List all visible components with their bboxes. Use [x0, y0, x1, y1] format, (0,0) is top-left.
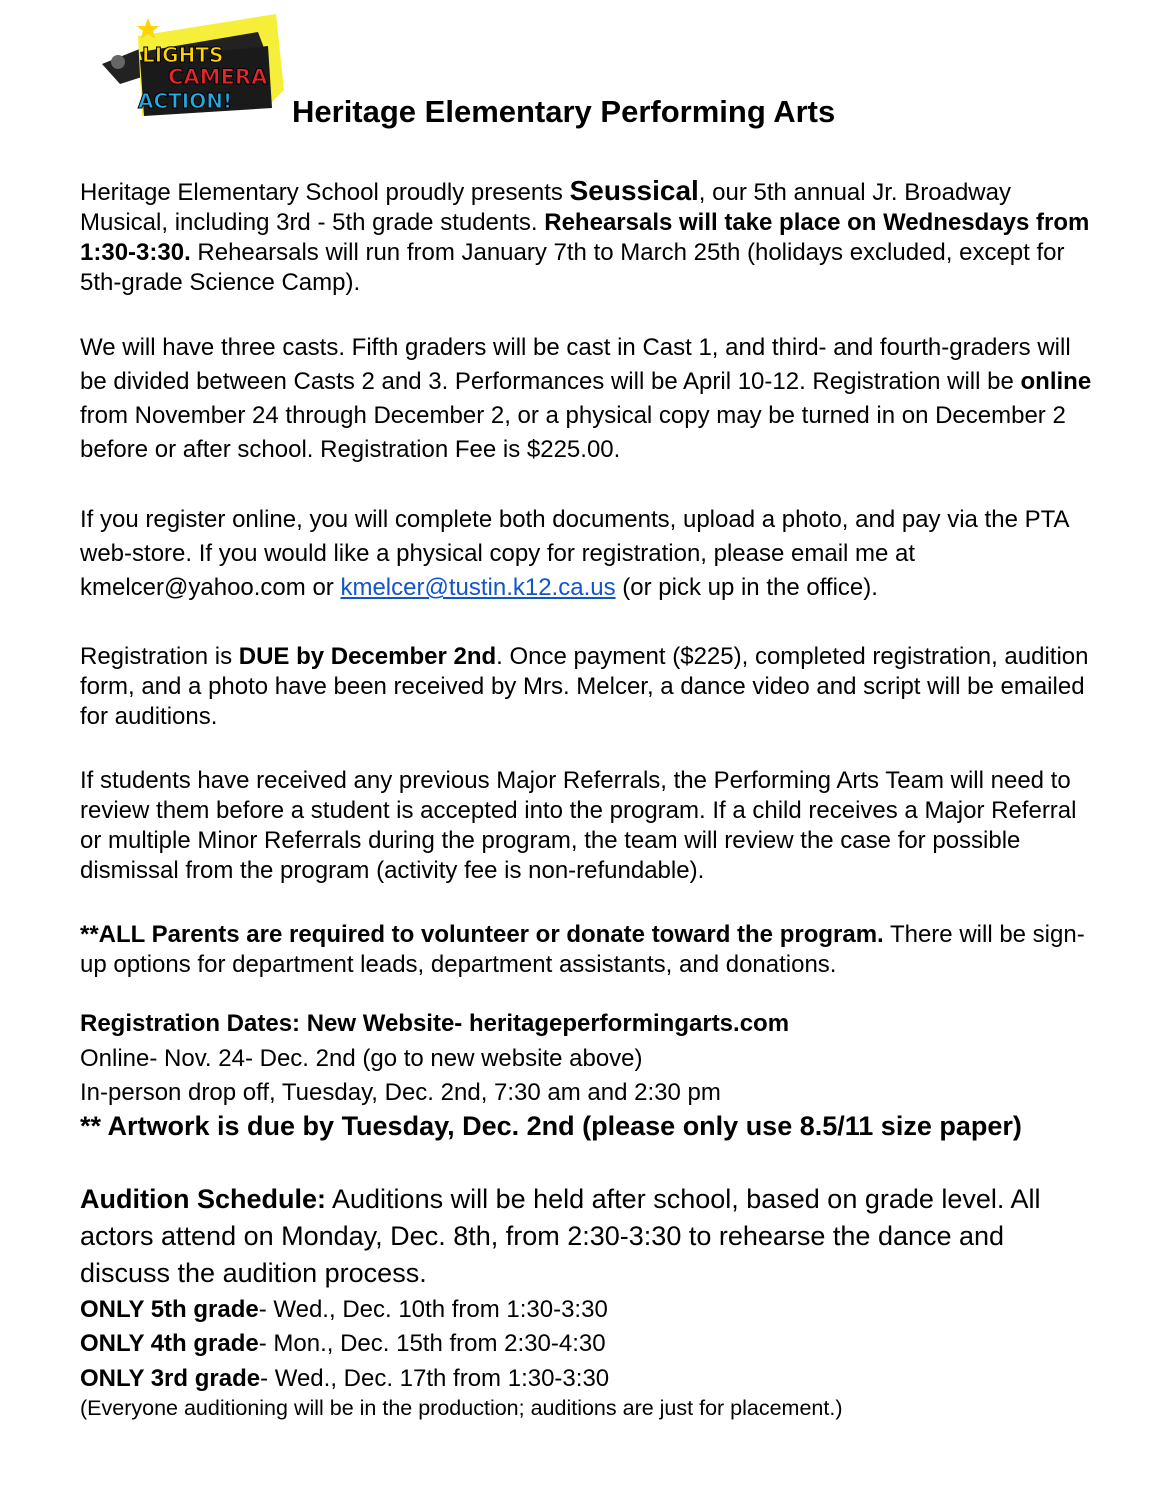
online-text-2: (or pick up in the office).: [615, 574, 878, 601]
casts-text: We will have three casts. Fifth graders will be cast in Cast 1, and third- and fourth-graders will be divided between Casts 2 and 3. Performances will be April 10-12. Registration will be: [80, 334, 1071, 395]
casts-paragraph: [80, 331, 1100, 467]
email-link[interactable]: kmelcer@tustin.k12.ca.us: [340, 574, 616, 601]
audition-heading: Audition Schedule:: [80, 1184, 326, 1214]
intro-text-2: , our 5th annual Jr. Broadway Musical, including 3rd - 5th grade students.: [80, 179, 1011, 236]
due-text-2: . Once payment ($225), completed registration, audition form, and a photo have been received by Mrs. Melcer, a dance video and script will be emailed for auditions.: [80, 643, 1089, 730]
audition-grade-3: [80, 1365, 609, 1393]
rehearsal-schedule: Rehearsals will take place on Wednesdays from 1:30-3:30.: [80, 209, 1090, 266]
artwork-due: ** Artwork is due by Tuesday, Dec. 2nd (please only use 8.5/11 size paper): [80, 1111, 1022, 1141]
intro-paragraph: [80, 176, 1100, 298]
due-text: Registration is: [80, 643, 239, 670]
parents-text: There will be sign-up options for department leads, department assistants, and donations.: [80, 921, 1085, 978]
registration-inperson: In-person drop off, Tuesday, Dec. 2nd, 7:30 am and 2:30 pm: [80, 1079, 721, 1106]
logo-action-text: ACTION!: [138, 89, 233, 113]
online-text: If you register online, you will complete both documents, upload a photo, and pay via the PTA web-store. If you would like a physical copy for registration, please email me at kmelcer@yahoo.com or: [80, 506, 1069, 601]
intro-text-3: Rehearsals will run from January 7th to March 25th (holidays excluded, except for 5th-grade Science Camp).: [80, 239, 1065, 296]
audition-note: (Everyone auditioning will be in the production; auditions are just for placement.): [80, 1396, 843, 1420]
intro-text: Heritage Elementary School proudly presents: [80, 179, 570, 206]
audition-text: Auditions will be held after school, based on grade level. All actors attend on Monday, Dec. 8th, from 2:30-3:30 to rehearse the dance and discuss the audition process.: [80, 1184, 1041, 1288]
grade-time: - Wed., Dec. 17th from 1:30-3:30: [260, 1365, 610, 1392]
parents-requirement: **ALL Parents are required to volunteer or donate toward the program.: [80, 921, 884, 948]
referrals-paragraph: If students have received any previous Major Referrals, the Performing Arts Team will need to review them before a student is accepted into the program. If a child receives a Major Referral or multiple Minor Referrals during the program, the team will review the case for possible dismissal from the program (activity fee is non-refundable).: [80, 767, 1077, 884]
audition-grade-4: [80, 1330, 606, 1358]
grade-label: ONLY 5th grade: [80, 1296, 259, 1323]
registration-dates-heading: Registration Dates: New Website- heritageperformingarts.com: [80, 1010, 790, 1037]
grade-label: ONLY 3rd grade: [80, 1365, 261, 1392]
lights-camera-action-logo: [98, 12, 290, 124]
logo-camera-text: CAMERA: [168, 65, 268, 89]
online-emphasis: online: [1020, 368, 1092, 395]
parents-paragraph: [80, 920, 1100, 980]
online-paragraph: [80, 503, 1100, 605]
due-paragraph: [80, 642, 1100, 732]
audition-grade-5: [80, 1296, 608, 1324]
logo-lights-text: LIGHTS: [142, 43, 224, 67]
due-date: DUE by December 2nd: [238, 643, 497, 670]
grade-label: ONLY 4th grade: [80, 1330, 259, 1357]
show-title: Seussical: [569, 175, 699, 206]
page-title: Heritage Elementary Performing Arts: [292, 94, 836, 129]
reel-circle: [111, 55, 125, 69]
grade-time: - Wed., Dec. 10th from 1:30-3:30: [258, 1296, 608, 1323]
audition-paragraph: [80, 1181, 1100, 1292]
registration-online: Online- Nov. 24- Dec. 2nd (go to new website above): [80, 1045, 643, 1072]
casts-text-2: from November 24 through December 2, or a physical copy may be turned in on December 2 before or after school. Registration Fee is $225.00.: [80, 402, 1066, 463]
grade-time: - Mon., Dec. 15th from 2:30-4:30: [258, 1330, 606, 1357]
